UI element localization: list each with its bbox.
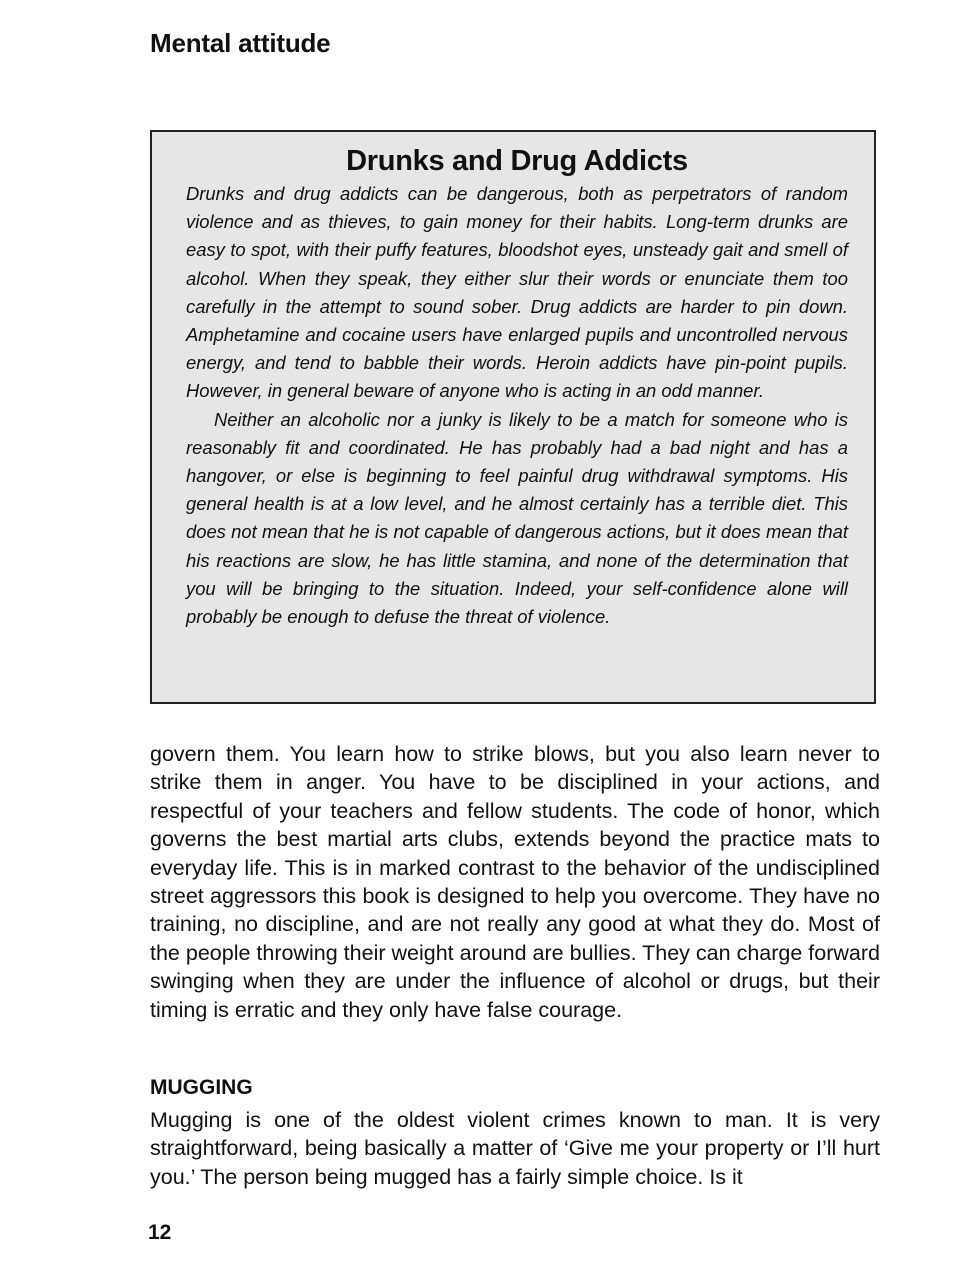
sidebar-title: Drunks and Drug Addicts <box>346 145 688 177</box>
section-heading: MUGGING <box>150 1076 253 1099</box>
section-paragraph: Mugging is one of the oldest violent crimes known to man. It is very straightforward, being basically a matter of ‘Give me your property or I’ll hurt you.’ The person being mugged has a fairly simple choice. Is it <box>150 1108 880 1189</box>
sidebar-box <box>150 130 876 704</box>
sidebar-paragraph-1: Drunks and drug addicts can be dangerous, both as perpetrators of random violence and as thieves, to gain money for their habits. Long-term drunks are easy to spot, with their puffy features, bloodshot eyes, unsteady gait and smell of alcohol. When they speak, they either slur their words or enunciate them too carefully in the attempt to sound sober. Drug addicts are harder to pin down. Amphetamine and cocaine users have enlarged pupils and uncontrolled nervous energy, and tend to babble their words. Heroin addicts have pin-point pupils. However, in general beware of anyone who is acting in an odd manner. <box>186 183 848 402</box>
sidebar-paragraph-2: Neither an alcoholic nor a junky is likely to be a match for someone who is reasonably fit and coordinated. He has probably had a bad night and has a hangover, or else is beginning to feel painful drug withdrawal symptoms. His general health is at a low level, and he almost certainly has a terrible diet. This does not mean that he is not capable of dangerous actions, but it does mean that his reactions are slow, he has little stamina, and none of the determination that you will be bringing to the situation. Indeed, your self-confidence alone will probably be enough to defuse the threat of violence. <box>186 408 848 628</box>
running-head: Mental attitude <box>150 28 331 58</box>
page-number: 12 <box>148 1221 172 1244</box>
body-paragraph: govern them. You learn how to strike blows, but you also learn never to strike them in anger. You have to be disciplined in your actions, and respectful of your teachers and fellow students. The code of honor, which governs the best martial arts clubs, extends beyond the practice mats to everyday life. This is in marked contrast to the behavior of the undisciplined street aggressors this book is designed to help you overcome. They have no training, no discipline, and are not really any good at what they do. Most of the people throwing their weight around are bullies. They can charge forward swinging when they are under the influence of alcohol or drugs, but their timing is erratic and they only have false courage. <box>150 742 880 1022</box>
